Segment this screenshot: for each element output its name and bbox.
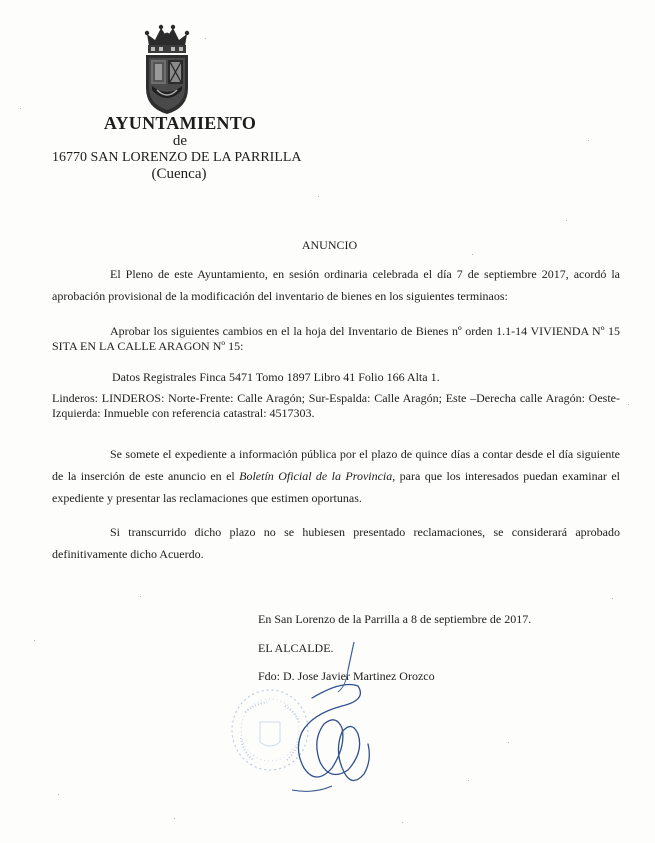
scan-speck xyxy=(34,640,35,641)
scan-speck xyxy=(588,140,589,141)
scan-speck xyxy=(508,742,509,743)
paragraph-approval: El Pleno de este Ayuntamiento, en sesión ordinaria celebrada el día 7 de septiembre 2017, acordó la aprobación provisional de la modificación del inventario de bienes en los siguientes terminaos: xyxy=(52,267,620,303)
scan-speck xyxy=(20,108,21,109)
signer-role: EL ALCALDE. xyxy=(258,641,334,655)
paragraph-public-information xyxy=(52,443,620,509)
scan-speck xyxy=(174,818,175,819)
organization-de: de xyxy=(172,133,188,149)
paragraph-boundaries: Linderos: LINDEROS: Norte-Frente: Calle Aragón; Sur-Espalda: Calle Aragón; Este –Derecha calle Aragón: Oeste-Izquierda: Inmueble con referencia catastral: 4517303. xyxy=(52,391,620,420)
organization-title: AYUNTAMIENTO xyxy=(103,113,257,133)
paragraph-changes: Aprobar los siguientes cambios en el la hoja del Inventario de Bienes nº orden 1.1-14 VIVIENDA Nº 15 SITA EN LA CALLE ARAGON Nº 15: xyxy=(52,324,620,353)
handwritten-signature xyxy=(272,640,382,800)
scan-speck xyxy=(612,598,613,599)
document-heading xyxy=(0,238,655,253)
p5-text-after: , para que los interesados puedan examinar el expediente y presentar las reclamaciones que estimen oportunas. xyxy=(52,469,620,505)
scan-speck xyxy=(468,780,469,781)
p5-bulletin-name: Boletín Oficial de la Provincia xyxy=(239,469,393,483)
scan-speck xyxy=(566,220,567,221)
paragraph-final-approval: Si transcurrido dicho plazo no se hubiesen presentado reclamaciones, se considerará aprobado definitivamente dicho Acuerdo. xyxy=(52,525,620,561)
p5-text-before: Se somete el expediente a información pública por el plazo de quince días a contar desde el día siguiente de la inserción de este anuncio en el xyxy=(52,447,620,483)
scan-speck xyxy=(318,196,319,197)
scan-speck xyxy=(402,822,403,823)
place-and-date: En San Lorenzo de la Parrilla a 8 de septiembre de 2017. xyxy=(258,612,532,626)
scan-speck xyxy=(472,254,473,255)
scan-speck xyxy=(628,404,629,405)
coat-of-arms-icon xyxy=(143,24,191,116)
organization-town: 16770 SAN LORENZO DE LA PARRILLA xyxy=(52,150,302,165)
heading-text: ANUNCIO xyxy=(301,238,358,252)
scan-speck xyxy=(140,596,141,597)
scan-speck xyxy=(58,794,59,795)
organization-province: (Cuenca) xyxy=(151,166,207,182)
signer-name: Fdo: D. Jose Javier Martinez Orozco xyxy=(258,669,435,683)
scan-speck xyxy=(205,38,206,39)
paragraph-registry-data: Datos Registrales Finca 5471 Tomo 1897 Libro 41 Folio 166 Alta 1. xyxy=(112,370,440,384)
